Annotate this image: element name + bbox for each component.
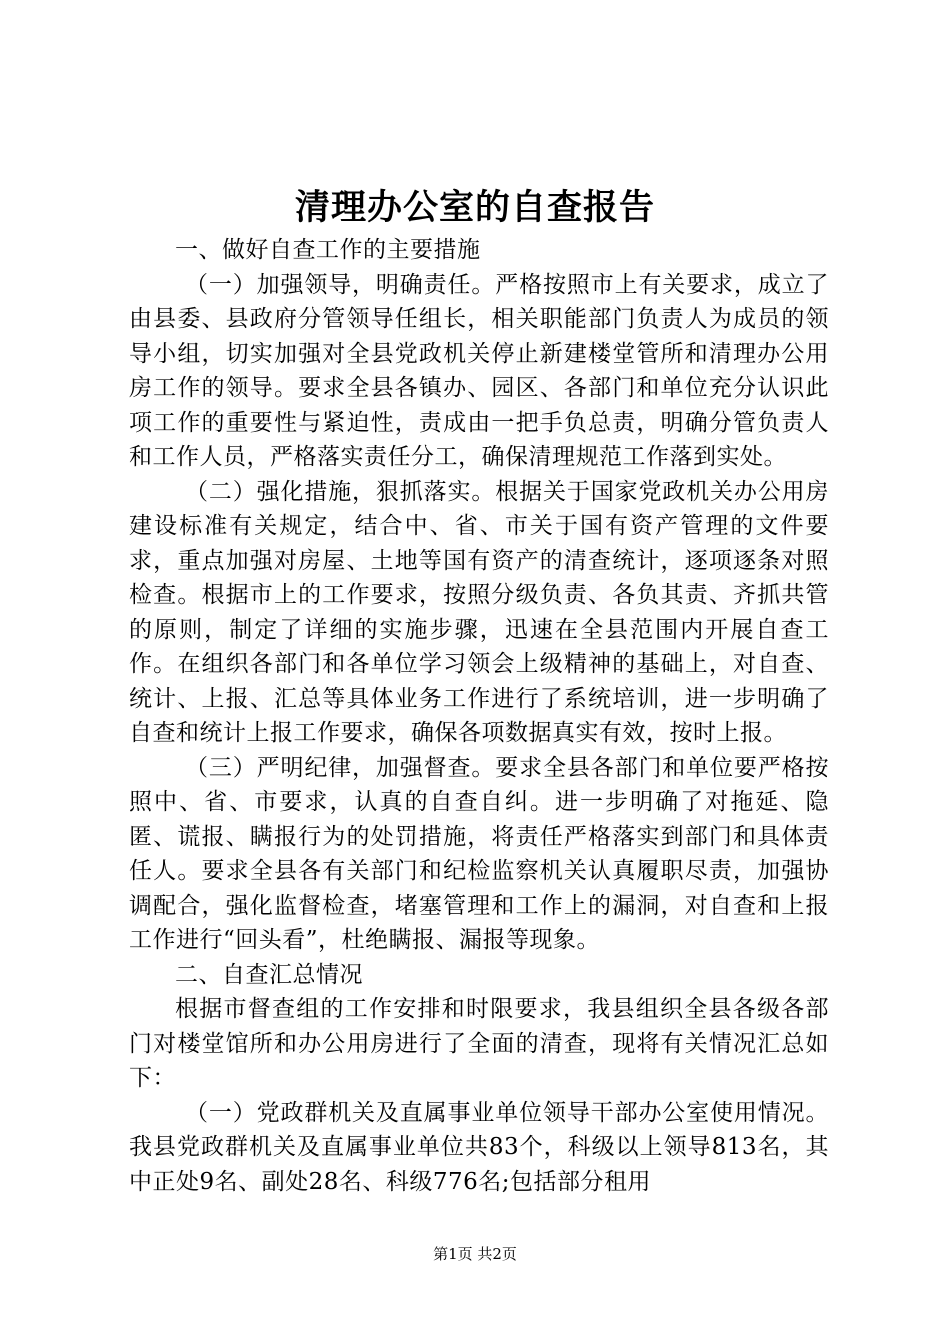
- paragraph-measure-1: （一）加强领导，明确责任。严格按照市上有关要求，成立了由县委、县政府分管领导任组长，相关职能部门负责人为成员的领导小组，切实加强对全县党政机关停止新建楼堂管所和清理办公用房工作的领导。要求全县各镇办、园区、各部门和单位充分认识此项工作的重要性与紧迫性，责成由一把手负总责，明确分管负责人和工作人员，严格落实责任分工，确保清理规范工作落到实处。: [129, 271, 829, 470]
- section-heading-2: 二、自查汇总情况: [175, 961, 363, 988]
- page-footer: 第1页 共2页: [433, 1245, 517, 1263]
- section-heading-1: 一、做好自查工作的主要措施: [175, 237, 481, 263]
- paragraph-summary-1: （一）党政群机关及直属事业单位领导干部办公室使用情况。我县党政群机关及直属事业单位共83个，科级以上领导813名，其中正处9名、副处28名、科级776名;包括部分租用: [129, 1099, 829, 1195]
- document-body: [129, 233, 829, 1199]
- document-title: 清理办公室的自查报告: [294, 188, 655, 228]
- paragraph-summary-intro: 根据市督查组的工作安排和时限要求，我县组织全县各级各部门对楼堂馆所和办公用房进行了全面的清查，现将有关情况汇总如下：: [129, 996, 829, 1091]
- paragraph-measure-2: （二）强化措施，狠抓落实。根据关于国家党政机关办公用房建设标准有关规定，结合中、省、市关于国有资产管理的文件要求，重点加强对房屋、土地等国有资产的清查统计，逐项逐条对照检查。根据市上的工作要求，按照分级负责、各负其责、齐抓共管的原则，制定了详细的实施步骤，迅速在全县范围内开展自查工作。在组织各部门和各单位学习领会上级精神的基础上，对自查、统计、上报、汇总等具体业务工作进行了系统培训，进一步明确了自查和统计上报工作要求，确保各项数据真实有效，按时上报。: [129, 478, 829, 746]
- paragraph-measure-3: （三）严明纪律，加强督查。要求全县各部门和单位要严格按照中、省、市要求，认真的自查自纠。进一步明确了对拖延、隐匿、谎报、瞒报行为的处罚措施，将责任严格落实到部门和具体责任人。要求全县各有关部门和纪检监察机关认真履职尽责，加强协调配合，强化监督检查，堵塞管理和工作上的漏洞，对自查和上报工作进行“回头看”，杜绝瞒报、漏报等现象。: [129, 754, 829, 953]
